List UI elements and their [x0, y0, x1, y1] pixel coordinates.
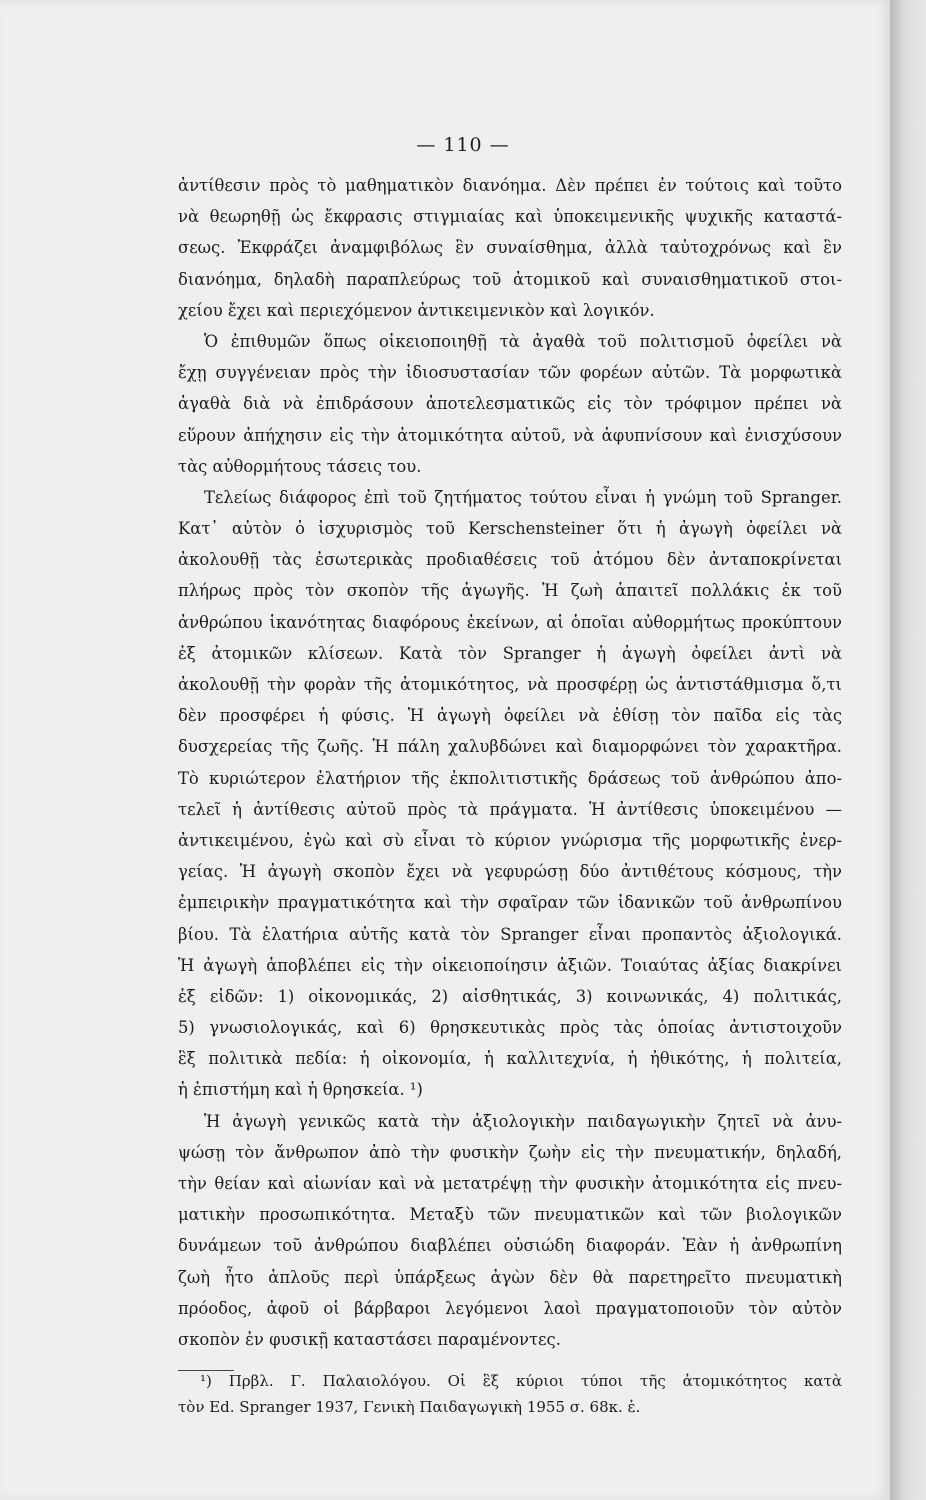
footnote [178, 1368, 842, 1420]
text-line: Τελείως διάφορος ἐπὶ τοῦ ζητήματος τούτου εἶναι ἡ γνώμη τοῦ Spranger. [204, 487, 842, 507]
text-line: σεως. Ἐκφράζει ἀναμφιβόλως ἓν συναίσθημα, ἀλλὰ ταὐτοχρόνως καὶ ἓν [178, 238, 842, 258]
text-line: Τὸ κυριώτερον ἐλατήριον τῆς ἐκπολιτιστικῆς δράσεως τοῦ ἀνθρώπου ἀπο- [178, 768, 842, 788]
text-line: ζωὴ ἦτο ἁπλοῦς περὶ ὑπάρξεως ἀγὼν δὲν θὰ παρετηρεῖτο πνευματικὴ [178, 1267, 842, 1287]
text-line: ἀντίθεσιν πρὸς τὸ μαθηματικὸν διανόημα. Δὲν πρέπει ἐν τούτοις καὶ τοῦτο [178, 176, 842, 195]
text-line: Ὁ ἐπιθυμῶν ὅπως οἰκειοποιηθῇ τὰ ἀγαθὰ τοῦ πολιτισμοῦ ὀφείλει νὰ [204, 331, 842, 351]
text-line: δὲν προσφέρει ἡ φύσις. Ἡ ἀγωγὴ ὀφείλει νὰ ἐθίσῃ τὸν παῖδα εἰς τὰς [178, 706, 842, 726]
text-line: ἀκολουθῇ τὴν φορὰν τῆς ἀτομικότητος, νὰ προσφέρῃ ὡς ἀντιστάθμισμα ὅ,τι [178, 675, 842, 694]
text-line: εὕρουν ἀπήχησιν εἰς τὴν ἀτομικότητα αὐτοῦ, νὰ ἀφυπνίσουν καὶ ἐνισχύσουν [178, 425, 842, 445]
text-line: ψώσῃ τὸν ἄνθρωπον ἀπὸ τὴν φυσικὴν ζωὴν εἰς τὴν πνευματικήν, δηλαδή, [178, 1142, 842, 1162]
body-text [178, 170, 842, 1355]
footnote-line: τὸν Ed. Spranger 1937, Γενικὴ Παιδαγωγικὴ 1955 σ. 68κ. ἑ. [178, 1398, 641, 1416]
page-edge [890, 0, 926, 1500]
text-line: τὰς αὐθορμήτους τάσεις του. [178, 456, 422, 476]
text-line: ἐξ ἀτομικῶν κλίσεων. Κατὰ τὸν Spranger ἡ ἀγωγὴ ὀφείλει ἀντὶ νὰ [178, 643, 842, 663]
text-line: ἡ ἐπιστήμη καὶ ἡ θρησκεία. ¹) [178, 1080, 423, 1100]
text-line: δυνάμεων τοῦ ἀνθρώπου διαβλέπει οὐσιώδη διαφοράν. Ἐὰν ἡ ἀνθρωπίνη [178, 1236, 842, 1256]
text-line: πλήρως πρὸς τὸν σκοπὸν τῆς ἀγωγῆς. Ἡ ζωὴ ἀπαιτεῖ πολλάκις ἐκ τοῦ [178, 581, 842, 601]
text-line: βίου. Τὰ ἐλατήρια αὐτῆς κατὰ τὸν Spranger εἶναι προπαντὸς ἀξιολογικά. [178, 924, 842, 944]
text-line: Ἡ ἀγωγὴ ἀποβλέπει εἰς τὴν οἰκειοποίησιν ἀξιῶν. Τοιαύτας ἀξίας διακρίνει [178, 955, 842, 975]
text-line: σκοπὸν ἐν φυσικῇ καταστάσει παραμένοντες. [178, 1329, 561, 1349]
text-line: τελεῖ ἡ ἀντίθεσις αὐτοῦ πρὸς τὰ πράγματα. Ἡ ἀντίθεσις ὑποκειμένου — [178, 799, 842, 819]
text-line: διανόημα, δηλαδὴ παραπλεύρως τοῦ ἀτομικοῦ καὶ συναισθηματικοῦ στοι- [178, 269, 842, 289]
text-line: ἐμπειρικὴν πραγματικότητα καὶ τὴν σφαῖραν τῶν ἰδανικῶν τοῦ ἀνθρωπίνου [178, 893, 842, 913]
text-line: νὰ θεωρηθῇ ὡς ἔκφρασις στιγμιαίας καὶ ὑποκειμενικῆς ψυχικῆς καταστά- [178, 207, 842, 227]
text-line: πρόοδος, ἀφοῦ οἱ βάρβαροι λεγόμενοι λαοὶ πραγματοποιοῦν τὸν αὐτὸν [178, 1298, 842, 1318]
text-line: 5) γνωσιολογικάς, καὶ 6) θρησκευτικὰς πρὸς τὰς ὁποίας ἀντιστοιχοῦν [178, 1018, 842, 1038]
text-line: χείου ἔχει καὶ περιεχόμενον ἀντικειμενικὸν καὶ λογικόν. [178, 300, 655, 320]
text-line: ἀντικειμένου, ἐγὼ καὶ σὺ εἶναι τὸ κύριον γνώρισμα τῆς μορφωτικῆς ἐνερ- [178, 830, 842, 850]
page-number: — 110 — [416, 134, 510, 156]
text-line: τὴν θείαν καὶ αἰωνίαν καὶ νὰ μετατρέψῃ τὴν φυσικὴν ἀτομικότητα εἰς πνευ- [178, 1174, 842, 1193]
text-line: γείας. Ἡ ἀγωγὴ σκοπὸν ἔχει νὰ γεφυρώσῃ δύο ἀντιθέτους κόσμους, τὴν [178, 862, 842, 882]
text-line: ἐξ εἰδῶν: 1) οἰκονομικάς, 2) αἰσθητικάς, 3) κοινωνικάς, 4) πολιτικάς, [178, 986, 842, 1006]
text-line: δυσχερείας τῆς ζωῆς. Ἡ πάλη χαλυβδώνει καὶ διαμορφώνει τὸν χαρακτῆρα. [178, 737, 842, 757]
text-line: Ἡ ἀγωγὴ γενικῶς κατὰ τὴν ἀξιολογικὴν παιδαγωγικὴν ζητεῖ νὰ ἀνυ- [204, 1111, 842, 1131]
text-line: ἀγαθὰ διὰ νὰ ἐπιδράσουν ἀποτελεσματικῶς εἰς τὸν τρόφιμον πρέπει νὰ [178, 394, 842, 414]
text-line: ἀκολουθῇ τὰς ἐσωτερικὰς προδιαθέσεις τοῦ ἀτόμου δὲν ἀνταποκρίνεται [178, 550, 842, 570]
text-line: ἔχῃ συγγένειαν πρὸς τὴν ἰδιοσυστασίαν τῶν φορέων αὐτῶν. Τὰ μορφωτικὰ [178, 363, 842, 383]
text-line: ἓξ πολιτικὰ πεδία: ἡ οἰκονομία, ἡ καλλιτεχνία, ἡ ἠθικότης, ἡ πολιτεία, [178, 1049, 842, 1069]
text-line: ἀνθρώπου ἱκανότητας διαφόρους ἐκείνων, αἱ ὁποῖαι αὐθορμήτως προκύπτουν [178, 612, 842, 632]
text-line: Κατ᾽ αὐτὸν ὁ ἰσχυρισμὸς τοῦ Kerschensteiner ὅτι ἡ ἀγωγὴ ὀφείλει νὰ [178, 519, 842, 539]
text-line: ματικὴν προσωπικότητα. Μεταξὺ τῶν πνευματικῶν καὶ τῶν βιολογικῶν [178, 1205, 842, 1225]
footnote-line: ¹) Πρβλ. Γ. Παλαιολόγου. Οἱ ἓξ κύριοι τύποι τῆς ἀτομικότητος κατὰ [200, 1372, 842, 1390]
